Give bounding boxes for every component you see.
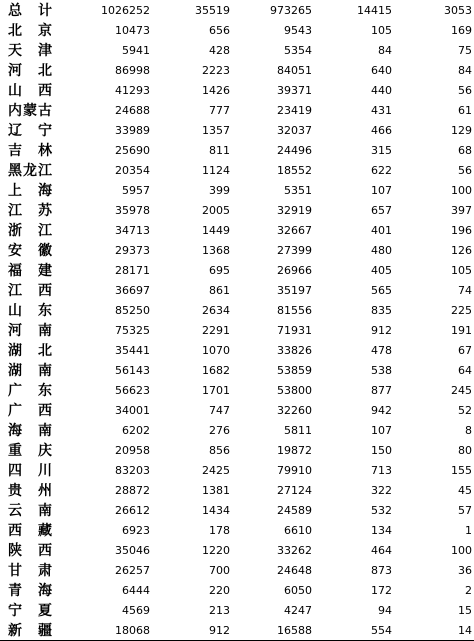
value-cell: 74: [458, 283, 472, 297]
value-cell: 912: [371, 323, 392, 337]
value-cell: 861: [209, 283, 230, 297]
value-cell: 2634: [202, 303, 230, 317]
value-cell: 2: [465, 583, 472, 597]
region-name: 江 西: [8, 283, 53, 299]
value-cell: 64: [458, 363, 472, 377]
value-cell: 640: [371, 63, 392, 77]
value-cell: 33826: [277, 343, 312, 357]
region-name: 江 苏: [8, 203, 53, 219]
value-cell: 32260: [277, 403, 312, 417]
value-cell: 75: [458, 43, 472, 57]
value-cell: 440: [371, 83, 392, 97]
value-cell: 81556: [277, 303, 312, 317]
value-cell: 657: [371, 203, 392, 217]
value-cell: 401: [371, 223, 392, 237]
value-cell: 1220: [202, 543, 230, 557]
value-cell: 105: [451, 263, 472, 277]
table-row: [0, 520, 474, 540]
value-cell: 71931: [277, 323, 312, 337]
value-cell: 912: [152, 620, 232, 641]
value-cell: 25690: [115, 143, 150, 157]
value-cell: 28872: [115, 483, 150, 497]
value-cell: 191: [451, 323, 472, 337]
value-cell: 245: [451, 383, 472, 397]
region-name: 云 南: [8, 503, 53, 519]
value-cell: 126: [451, 243, 472, 257]
value-cell: 35197: [277, 283, 312, 297]
table-row: [0, 60, 474, 80]
value-cell: 57: [458, 503, 472, 517]
value-cell: 35978: [115, 203, 150, 217]
value-cell: 107: [371, 423, 392, 437]
value-cell: 466: [371, 123, 392, 137]
value-cell: 35519: [195, 3, 230, 17]
region-name: 广 东: [8, 383, 53, 399]
table-row: [0, 220, 474, 240]
region-name: 甘 肃: [8, 563, 53, 579]
table-row: [0, 580, 474, 600]
value-cell: 315: [371, 143, 392, 157]
value-cell: 1357: [202, 123, 230, 137]
value-cell: 33262: [277, 543, 312, 557]
table-row: [0, 0, 474, 20]
table-row: [0, 280, 474, 300]
value-cell: 28171: [115, 263, 150, 277]
table-row: [0, 120, 474, 140]
value-cell: 20958: [115, 443, 150, 457]
table-row: [0, 320, 474, 340]
value-cell: 1449: [202, 223, 230, 237]
table-row: [0, 100, 474, 120]
value-cell: 6444: [122, 583, 150, 597]
region-name: 四 川: [8, 463, 53, 479]
value-cell: 464: [371, 543, 392, 557]
value-cell: 656: [209, 23, 230, 37]
value-cell: 1070: [202, 343, 230, 357]
table-row: [0, 620, 474, 641]
value-cell: 41293: [115, 83, 150, 97]
table-row: [0, 40, 474, 60]
value-cell: 8: [465, 423, 472, 437]
value-cell: 35046: [115, 543, 150, 557]
value-cell: 169: [451, 23, 472, 37]
region-name: 吉 林: [8, 143, 53, 159]
value-cell: 56623: [115, 383, 150, 397]
value-cell: 196: [451, 223, 472, 237]
value-cell: 56: [458, 83, 472, 97]
value-cell: 19872: [277, 443, 312, 457]
region-name: 西 藏: [8, 523, 53, 539]
region-name: 海 南: [8, 423, 53, 439]
region-name: 山 西: [8, 83, 53, 99]
value-cell: 835: [371, 303, 392, 317]
region-name: 河 南: [8, 323, 53, 339]
value-cell: 79910: [277, 463, 312, 477]
value-cell: 6202: [122, 423, 150, 437]
value-cell: 700: [209, 563, 230, 577]
value-cell: 9543: [284, 23, 312, 37]
value-cell: 100: [451, 543, 472, 557]
table-row: [0, 340, 474, 360]
value-cell: 178: [209, 523, 230, 537]
table-row: [0, 600, 474, 620]
value-cell: 14415: [357, 3, 392, 17]
value-cell: 6610: [284, 523, 312, 537]
table-row: [0, 360, 474, 380]
value-cell: 80: [458, 443, 472, 457]
value-cell: 1426: [202, 83, 230, 97]
region-name: 安 徽: [8, 243, 53, 259]
value-cell: 1682: [202, 363, 230, 377]
value-cell: 478: [371, 343, 392, 357]
value-cell: 18552: [277, 163, 312, 177]
value-cell: 68: [458, 143, 472, 157]
value-cell: 322: [371, 483, 392, 497]
value-cell: 134: [371, 523, 392, 537]
value-cell: 4247: [284, 603, 312, 617]
value-cell: 2291: [202, 323, 230, 337]
table-row: [0, 480, 474, 500]
region-name: 内蒙古: [8, 103, 53, 119]
region-name: 贵 州: [8, 483, 53, 499]
value-cell: 84: [458, 63, 472, 77]
table-row: [0, 240, 474, 260]
value-cell: 29373: [115, 243, 150, 257]
value-cell: 84051: [277, 63, 312, 77]
value-cell: 24589: [277, 503, 312, 517]
value-cell: 554: [314, 620, 394, 641]
value-cell: 45: [458, 483, 472, 497]
value-cell: 39371: [277, 83, 312, 97]
value-cell: 1381: [202, 483, 230, 497]
region-name: 广 西: [8, 403, 53, 419]
value-cell: 5351: [284, 183, 312, 197]
value-cell: 431: [371, 103, 392, 117]
region-name: 上 海: [8, 183, 53, 199]
region-name: 北 京: [8, 23, 53, 39]
value-cell: 100: [451, 183, 472, 197]
value-cell: 155: [451, 463, 472, 477]
value-cell: 26966: [277, 263, 312, 277]
value-cell: 150: [371, 443, 392, 457]
value-cell: 36: [458, 563, 472, 577]
value-cell: 5957: [122, 183, 150, 197]
value-cell: 18068: [78, 620, 152, 641]
value-cell: 27124: [277, 483, 312, 497]
value-cell: 225: [451, 303, 472, 317]
region-name: 浙 江: [8, 223, 53, 239]
value-cell: 53859: [277, 363, 312, 377]
value-cell: 67: [458, 343, 472, 357]
value-cell: 32919: [277, 203, 312, 217]
region-name: 湖 南: [8, 363, 53, 379]
region-name: 天 津: [8, 43, 53, 59]
region-name: 重 庆: [8, 443, 53, 459]
value-cell: 5811: [284, 423, 312, 437]
value-cell: 397: [451, 203, 472, 217]
value-cell: 4569: [122, 603, 150, 617]
value-cell: 27399: [277, 243, 312, 257]
value-cell: 213: [209, 603, 230, 617]
value-cell: 16588: [232, 620, 314, 641]
table-row: [0, 80, 474, 100]
region-name: 辽 宁: [8, 123, 53, 139]
value-cell: 24648: [277, 563, 312, 577]
value-cell: 1701: [202, 383, 230, 397]
value-cell: 32667: [277, 223, 312, 237]
value-cell: 1434: [202, 503, 230, 517]
table-row: [0, 500, 474, 520]
table-row: [0, 400, 474, 420]
value-cell: 26257: [115, 563, 150, 577]
value-cell: 428: [209, 43, 230, 57]
value-cell: 811: [209, 143, 230, 157]
value-cell: 53800: [277, 383, 312, 397]
table-row: [0, 20, 474, 40]
value-cell: 107: [371, 183, 392, 197]
value-cell: 873: [371, 563, 392, 577]
table-row: [0, 560, 474, 580]
value-cell: 34001: [115, 403, 150, 417]
value-cell: 24496: [277, 143, 312, 157]
value-cell: 399: [209, 183, 230, 197]
value-cell: 56: [458, 163, 472, 177]
value-cell: 695: [209, 263, 230, 277]
value-cell: 86998: [115, 63, 150, 77]
region-name: 陕 西: [8, 543, 53, 559]
value-cell: 34713: [115, 223, 150, 237]
value-cell: 2425: [202, 463, 230, 477]
value-cell: 777: [209, 103, 230, 117]
region-name: 总 计: [8, 3, 53, 19]
value-cell: 36697: [115, 283, 150, 297]
value-cell: 32037: [277, 123, 312, 137]
value-cell: 24688: [115, 103, 150, 117]
value-cell: 1026252: [101, 3, 150, 17]
value-cell: 532: [371, 503, 392, 517]
table-row: [0, 440, 474, 460]
value-cell: 14: [394, 620, 474, 641]
value-cell: 1124: [202, 163, 230, 177]
table-row: [0, 260, 474, 280]
value-cell: 942: [371, 403, 392, 417]
value-cell: 129: [451, 123, 472, 137]
value-cell: 622: [371, 163, 392, 177]
value-cell: 856: [209, 443, 230, 457]
value-cell: 973265: [270, 3, 312, 17]
value-cell: 56143: [115, 363, 150, 377]
value-cell: 6050: [284, 583, 312, 597]
value-cell: 538: [371, 363, 392, 377]
value-cell: 1368: [202, 243, 230, 257]
region-name: 新 疆: [0, 620, 78, 641]
value-cell: 2223: [202, 63, 230, 77]
value-cell: 94: [378, 603, 392, 617]
region-name: 山 东: [8, 303, 53, 319]
table-row: [0, 460, 474, 480]
region-name: 湖 北: [8, 343, 53, 359]
value-cell: 405: [371, 263, 392, 277]
region-name: 福 建: [8, 263, 53, 279]
value-cell: 5941: [122, 43, 150, 57]
table-row: [0, 420, 474, 440]
table-row: [0, 300, 474, 320]
value-cell: 713: [371, 463, 392, 477]
value-cell: 52: [458, 403, 472, 417]
value-cell: 33989: [115, 123, 150, 137]
value-cell: 480: [371, 243, 392, 257]
value-cell: 1: [465, 523, 472, 537]
value-cell: 276: [209, 423, 230, 437]
value-cell: 23419: [277, 103, 312, 117]
value-cell: 747: [209, 403, 230, 417]
value-cell: 877: [371, 383, 392, 397]
table-row: [0, 540, 474, 560]
region-name: 黑龙江: [8, 163, 53, 179]
value-cell: 220: [209, 583, 230, 597]
value-cell: 565: [371, 283, 392, 297]
value-cell: 20354: [115, 163, 150, 177]
value-cell: 15: [458, 603, 472, 617]
value-cell: 105: [371, 23, 392, 37]
table-row: [0, 380, 474, 400]
table-row: [0, 140, 474, 160]
value-cell: 84: [378, 43, 392, 57]
value-cell: 75325: [115, 323, 150, 337]
value-cell: 26612: [115, 503, 150, 517]
value-cell: 5354: [284, 43, 312, 57]
value-cell: 172: [371, 583, 392, 597]
table-row: [0, 180, 474, 200]
value-cell: 6923: [122, 523, 150, 537]
value-cell: 10473: [115, 23, 150, 37]
region-name: 宁 夏: [8, 603, 53, 619]
table-row: [0, 160, 474, 180]
value-cell: 3053: [444, 3, 472, 17]
region-name: 河 北: [8, 63, 53, 79]
value-cell: 2005: [202, 203, 230, 217]
value-cell: 85250: [115, 303, 150, 317]
value-cell: 35441: [115, 343, 150, 357]
region-name: 青 海: [8, 583, 53, 599]
value-cell: 83203: [115, 463, 150, 477]
table-row: [0, 200, 474, 220]
value-cell: 61: [458, 103, 472, 117]
